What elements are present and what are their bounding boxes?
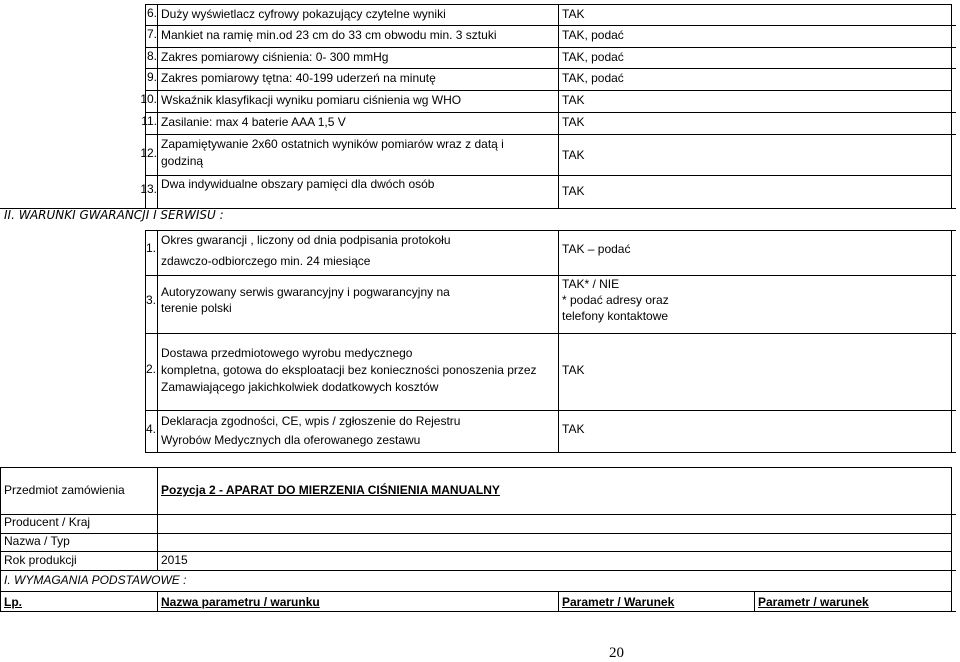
row-text-line: Dostawa przedmiotowego wyrobu medycznego [161, 346, 413, 360]
row-text: Dwa indywidualne obszary pamięci dla dwóch osób [161, 177, 435, 191]
row-text-line: Zamawiającego jakichkolwiek dodatkowych kosztów [161, 380, 439, 394]
requirements-title: I. WYMAGANIA PODSTAWOWE : [4, 573, 187, 587]
producer-label: Producent / Kraj [4, 515, 91, 529]
row-answer-line: TAK [562, 363, 585, 377]
row-answer-line: TAK* / NIE [562, 277, 620, 291]
row-answer: TAK [562, 184, 585, 198]
row-number: 8. [146, 49, 157, 63]
subject-label: Przedmiot zamówienia [4, 483, 125, 497]
row-number: 9. [146, 70, 157, 84]
row-answer: TAK [562, 7, 585, 21]
row-number: 1. [145, 241, 156, 255]
row-text: Duży wyświetlacz cyfrowy pokazujący czytelne wyniki [161, 7, 446, 21]
row-answer: TAK [562, 115, 585, 129]
section-title: II. WARUNKI GWARANCJI I SERWISU : [4, 208, 224, 222]
row-text-line: Autoryzowany serwis gwarancyjny i pogwarancyjny na [161, 285, 450, 299]
row-text-line: Zapamiętywanie 2x60 ostatnich wyników pomiarów wraz z datą i [161, 137, 504, 151]
row-number: 6. [146, 6, 157, 20]
row-text-line: Wyrobów Medycznych dla oferowanego zestawu [161, 433, 421, 447]
row-text: Zakres pomiarowy tętna: 40-199 uderzeń na minutę [161, 71, 436, 85]
row-answer-line: telefony kontaktowe [562, 309, 669, 323]
row-text: Wskaźnik klasyfikacji wyniku pomiaru ciśnienia wg WHO [161, 93, 462, 107]
row-text: Mankiet na ramię min.od 23 cm do 33 cm obwodu min. 3 sztuki [161, 28, 497, 42]
header-parameter-condition: Parametr / Warunek [562, 595, 675, 609]
row-answer-line: TAK [562, 422, 585, 436]
header-parameter-name: Nazwa parametru / warunku [161, 595, 320, 609]
row-number: 3. [145, 293, 156, 307]
subject-value: Pozycja 2 - APARAT DO MIERZENIA CIŚNIENIA MANUALNY [161, 483, 500, 497]
row-number: 13. [140, 182, 157, 196]
header-lp: Lp. [4, 595, 22, 609]
row-answer: TAK, podać [562, 50, 624, 64]
row-answer: TAK [562, 148, 585, 162]
row-answer: TAK, podać [562, 71, 624, 85]
row-number: 4. [145, 422, 156, 436]
row-text-line: Deklaracja zgodności, CE, wpis / zgłoszenie do Rejestru [161, 414, 461, 428]
row-number: 11. [141, 114, 157, 128]
row-text-line: zdawczo-odbiorczego min. 24 miesiące [161, 254, 371, 268]
row-text-line: kompletna, gotowa do eksploatacji bez konieczności ponoszenia przez [161, 363, 537, 377]
row-number: 12. [140, 146, 157, 160]
row-answer: TAK, podać [562, 28, 624, 42]
model-label: Nazwa / Typ [4, 534, 70, 548]
row-text-line: godziną [161, 154, 204, 168]
row-number: 7. [146, 27, 157, 41]
page-number: 20 [609, 645, 624, 661]
header-parameter-offered: Parametr / warunek [758, 595, 869, 609]
row-text: Zasilanie: max 4 baterie AAA 1,5 V [161, 115, 346, 129]
row-answer-line: TAK – podać [562, 242, 631, 256]
row-text: Zakres pomiarowy ciśnienia: 0- 300 mmHg [161, 50, 389, 64]
row-answer-line: * podać adresy oraz [562, 293, 669, 307]
row-number: 2. [145, 362, 156, 376]
row-text-line: Okres gwarancji , liczony od dnia podpisania protokołu [161, 233, 451, 247]
row-answer: TAK [562, 93, 585, 107]
row-text-line: terenie polski [161, 301, 232, 315]
row-number: 10. [140, 92, 157, 106]
year-value: 2015 [161, 553, 188, 567]
year-label: Rok produkcji [4, 553, 77, 567]
